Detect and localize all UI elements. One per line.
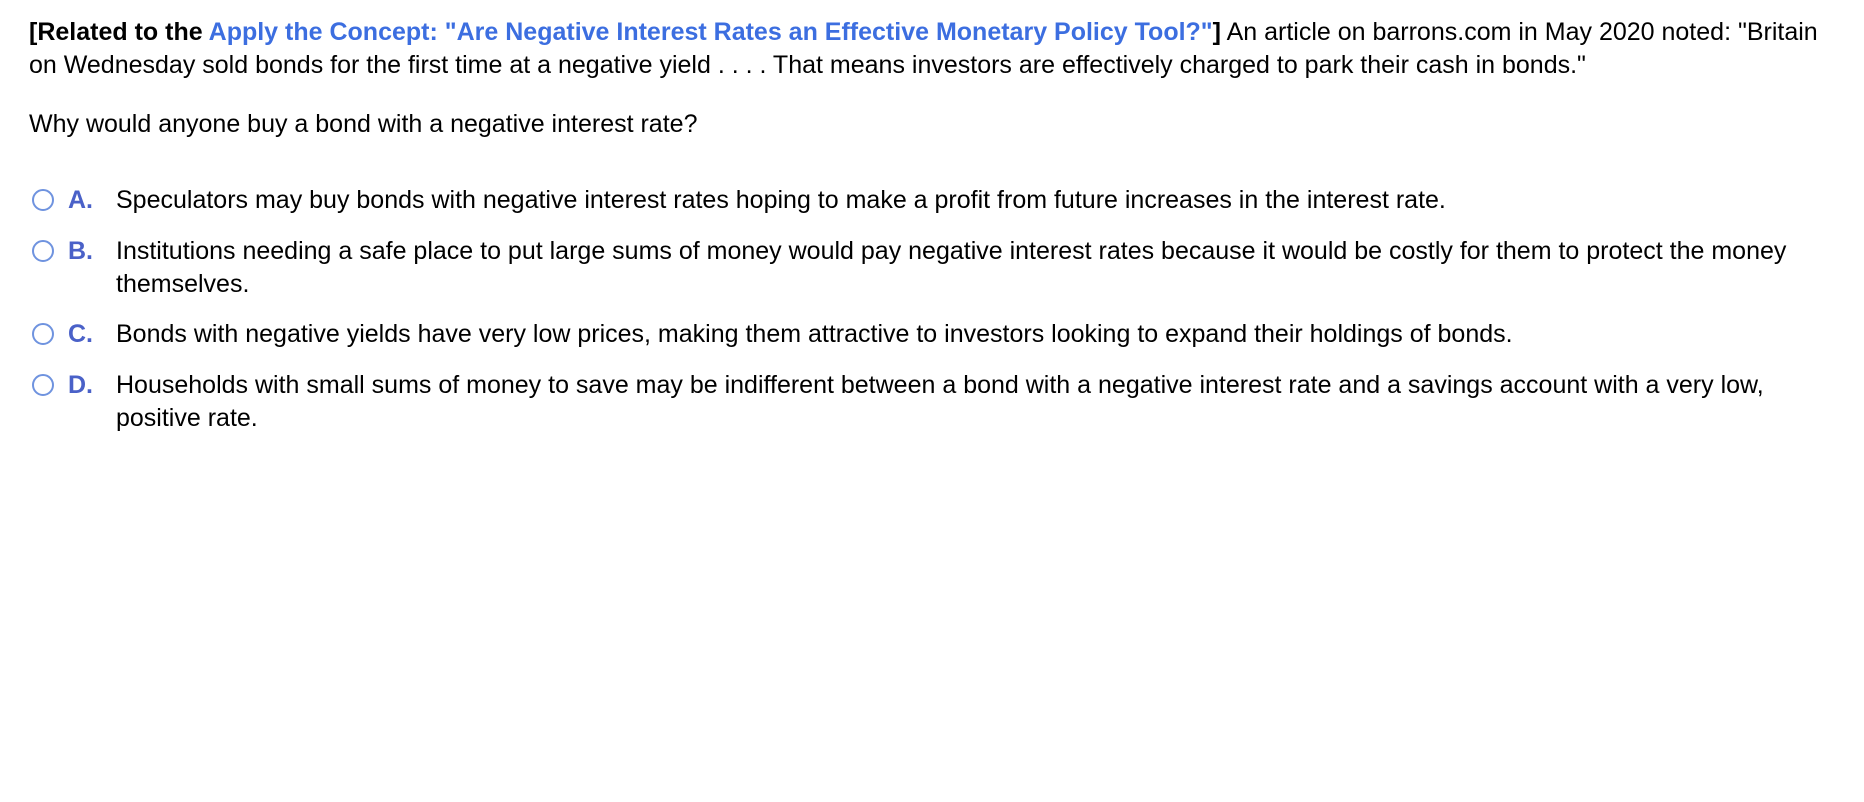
option-letter: A.: [68, 186, 93, 214]
article-quote: An article on barrons.com in May 2020 noted: "Britain on Wednesday sold bonds for the first time at a negative yield . . . . That means investors are effectively charged to park their cash in bonds.": [29, 18, 1818, 79]
question-intro: [29, 16, 1829, 82]
answer-options: [30, 184, 1810, 435]
option-c[interactable]: [30, 318, 1810, 351]
option-text: Institutions needing a safe place to put large sums of money would pay negative interest rates because it would be costly for them to protect the money themselves.: [116, 237, 1787, 298]
option-a[interactable]: [30, 184, 1810, 217]
radio-button-icon[interactable]: [32, 374, 54, 396]
radio-button-icon[interactable]: [32, 189, 54, 211]
option-letter: C.: [68, 320, 93, 348]
apply-concept-link[interactable]: Apply the Concept: "Are Negative Interest Rates an Effective Monetary Policy Tool?": [208, 18, 1213, 46]
related-close-bracket: ]: [1212, 18, 1221, 46]
option-d[interactable]: [30, 369, 1810, 435]
radio-button-icon[interactable]: [32, 323, 54, 345]
radio-button-icon[interactable]: [32, 240, 54, 262]
option-text: Households with small sums of money to save may be indifferent between a bond with a negative interest rate and a savings account with a very low, positive rate.: [116, 371, 1764, 432]
option-text: Bonds with negative yields have very low prices, making them attractive to investors looking to expand their holdings of bonds.: [116, 320, 1513, 348]
option-letter: D.: [68, 371, 93, 399]
option-text: Speculators may buy bonds with negative interest rates hoping to make a profit from future increases in the interest rate.: [116, 186, 1446, 214]
related-prefix: [Related to the: [29, 18, 209, 46]
question-prompt: Why would anyone buy a bond with a negative interest rate?: [29, 110, 698, 138]
option-b[interactable]: [30, 235, 1810, 301]
option-letter: B.: [68, 237, 93, 265]
